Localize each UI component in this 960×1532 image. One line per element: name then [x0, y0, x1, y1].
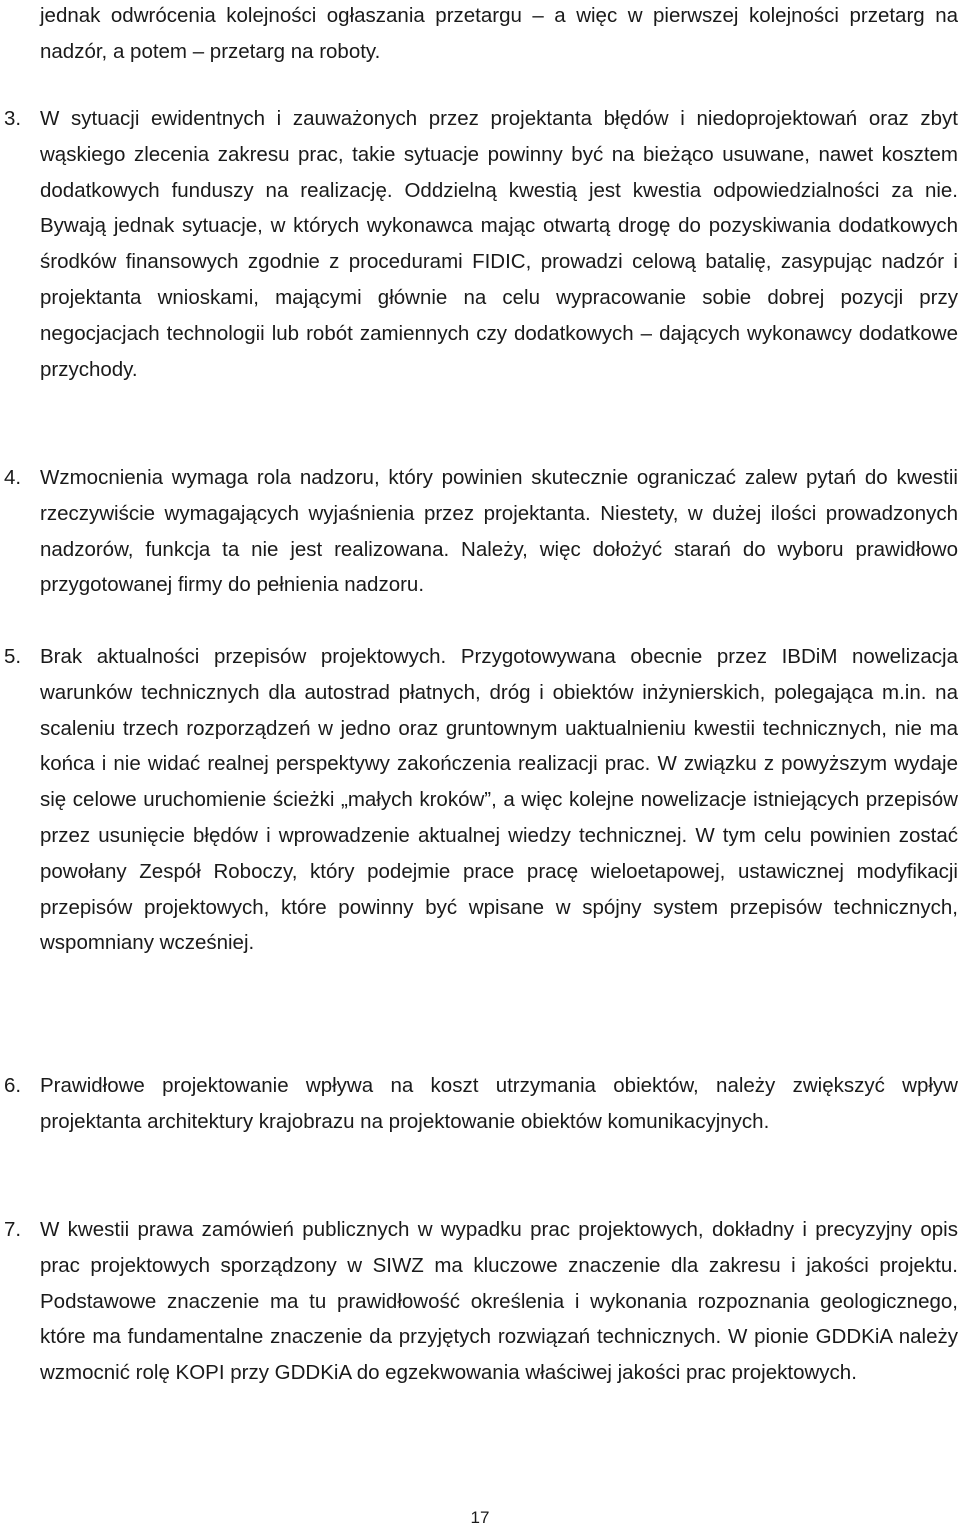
list-item-number: 5.: [4, 645, 22, 668]
list-item-text: Wzmocnienia wymaga rola nadzoru, który powinien skutecznie ograniczać zalew pytań do kwestii rzeczywiście wymagających wyjaśnienia przez projektanta. Niestety, w dużej ilości prowadzonych nadzorów, funkcja ta nie jest realizowana. Należy, więc dołożyć starań do wyboru prawidłowo przygotowanej firmy do pełnienia nadzoru.: [40, 466, 958, 597]
list-item-text: Brak aktualności przepisów projektowych. Przygotowywana obecnie przez IBDiM nowelizacja warunków technicznych dla autostrad płatnych, dróg i obiektów inżynierskich, polegająca m.in. na scaleniu trzech rozporządzeń w jedno oraz gruntownym uaktualnieniu kwestii technicznych, nie ma końca i nie widać realnej perspektywy zakończenia realizacji prac. W związku z powyższym wydaje się celowe uruchomienie ścieżki „małych kroków”, a więc kolejne nowelizacje istniejących przepisów przez usunięcie błędów i wprowadzenie aktualnej wiedzy technicznej. W tym celu powinien zostać powołany Zespół Roboczy, który podejmie prace pracę wieloetapowej, ustawicznej modyfikacji przepisów projektowych, które powinny być wpisane w spójny system przepisów technicznych, wspomniany wcześniej.: [40, 645, 958, 955]
list-item-text: Prawidłowe projektowanie wpływa na koszt utrzymania obiektów, należy zwiększyć wpływ projektanta architektury krajobrazu na projektowanie obiektów komunikacyjnych.: [40, 1074, 958, 1133]
list-item-number: 6.: [4, 1074, 22, 1097]
list-item-number: 7.: [4, 1218, 22, 1241]
page-number: 17: [470, 1508, 490, 1527]
list-item-text: W sytuacji ewidentnych i zauważonych przez projektanta błędów i niedoprojektowań oraz zbyt wąskiego zlecenia zakresu prac, takie sytuacje powinny być na bieżąco usuwane, nawet kosztem dodatkowych funduszy na realizację. Oddzielną kwestią jest kwestia odpowiedzialności za nie. Bywają jednak sytuacje, w których wykonawca mając otwartą drogę do pozyskiwania dodatkowych środków finansowych zgodnie z procedurami FIDIC, prowadzi celową batalię, zasypując nadzór i projektanta wnioskami, mającymi głównie na celu wypracowanie sobie dobrej pozycji przy negocjacjach technologii lub robót zamiennych czy dodatkowych – dających wykonawcy dodatkowe przychody.: [40, 107, 958, 381]
list-item-number: 3.: [4, 107, 22, 130]
intro-paragraph: jednak odwrócenia kolejności ogłaszania przetargu – a więc w pierwszej kolejności przetarg na nadzór, a potem – przetarg na roboty.: [40, 4, 958, 63]
list-item-number: 4.: [4, 466, 22, 489]
list-item-text: W kwestii prawa zamówień publicznych w wypadku prac projektowych, dokładny i precyzyjny opis prac projektowych sporządzony w SIWZ ma kluczowe znaczenie dla zakresu i jakości projektu. Podstawowe znaczenie ma tu prawidłowość określenia i wykonania rozpoznania geologicznego, które ma fundamentalne znaczenie da przyjętych rozwiązań technicznych. W pionie GDDKiA należy wzmocnić rolę KOPI przy GDDKiA do egzekwowania właściwej jakości prac projektowych.: [40, 1218, 958, 1385]
